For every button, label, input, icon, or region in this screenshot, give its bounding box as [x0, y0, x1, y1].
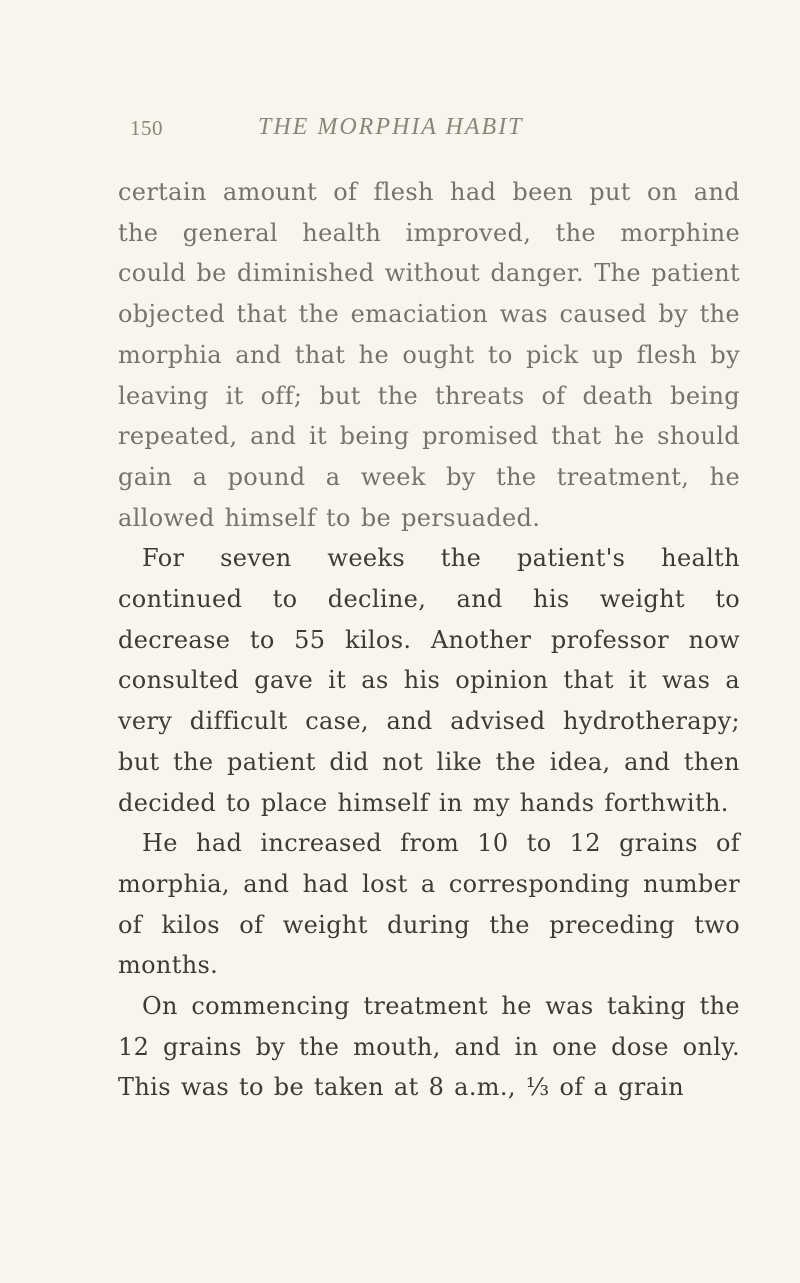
running-head: THE MORPHIA HABIT: [258, 114, 524, 140]
page-header: [130, 114, 730, 150]
paragraph-2: For seven weeks the patient's health continued to decline, and his weight to decrease to 55 kilos. Another professor now consulted gave it as his opinion that it was a very difficult case, and advised hydrotherapy; but the patient did not like the idea, and then decided to place himself in my hands forthwith.: [118, 544, 740, 817]
paragraph-3: He had increased from 10 to 12 grains of morphia, and had lost a corresponding number of kilos of weight during the preceding two months.: [118, 829, 740, 980]
body-text: [118, 172, 740, 1108]
paragraph-1: certain amount of flesh had been put on and the general health improved, the morphine could be diminished without danger. The patient objected that the emaciation was caused by the morphia and that he ought to pick up flesh by leaving it off; but the threats of death being repeated, and it being promised that he should gain a pound a week by the treatment, he allowed himself to be persuaded.: [118, 178, 740, 532]
paragraph-4: On commencing treatment he was taking the 12 grains by the mouth, and in one dose only. This was to be taken at 8 a.m., ⅓ of a grain: [118, 992, 740, 1102]
page-number: 150: [130, 116, 163, 140]
